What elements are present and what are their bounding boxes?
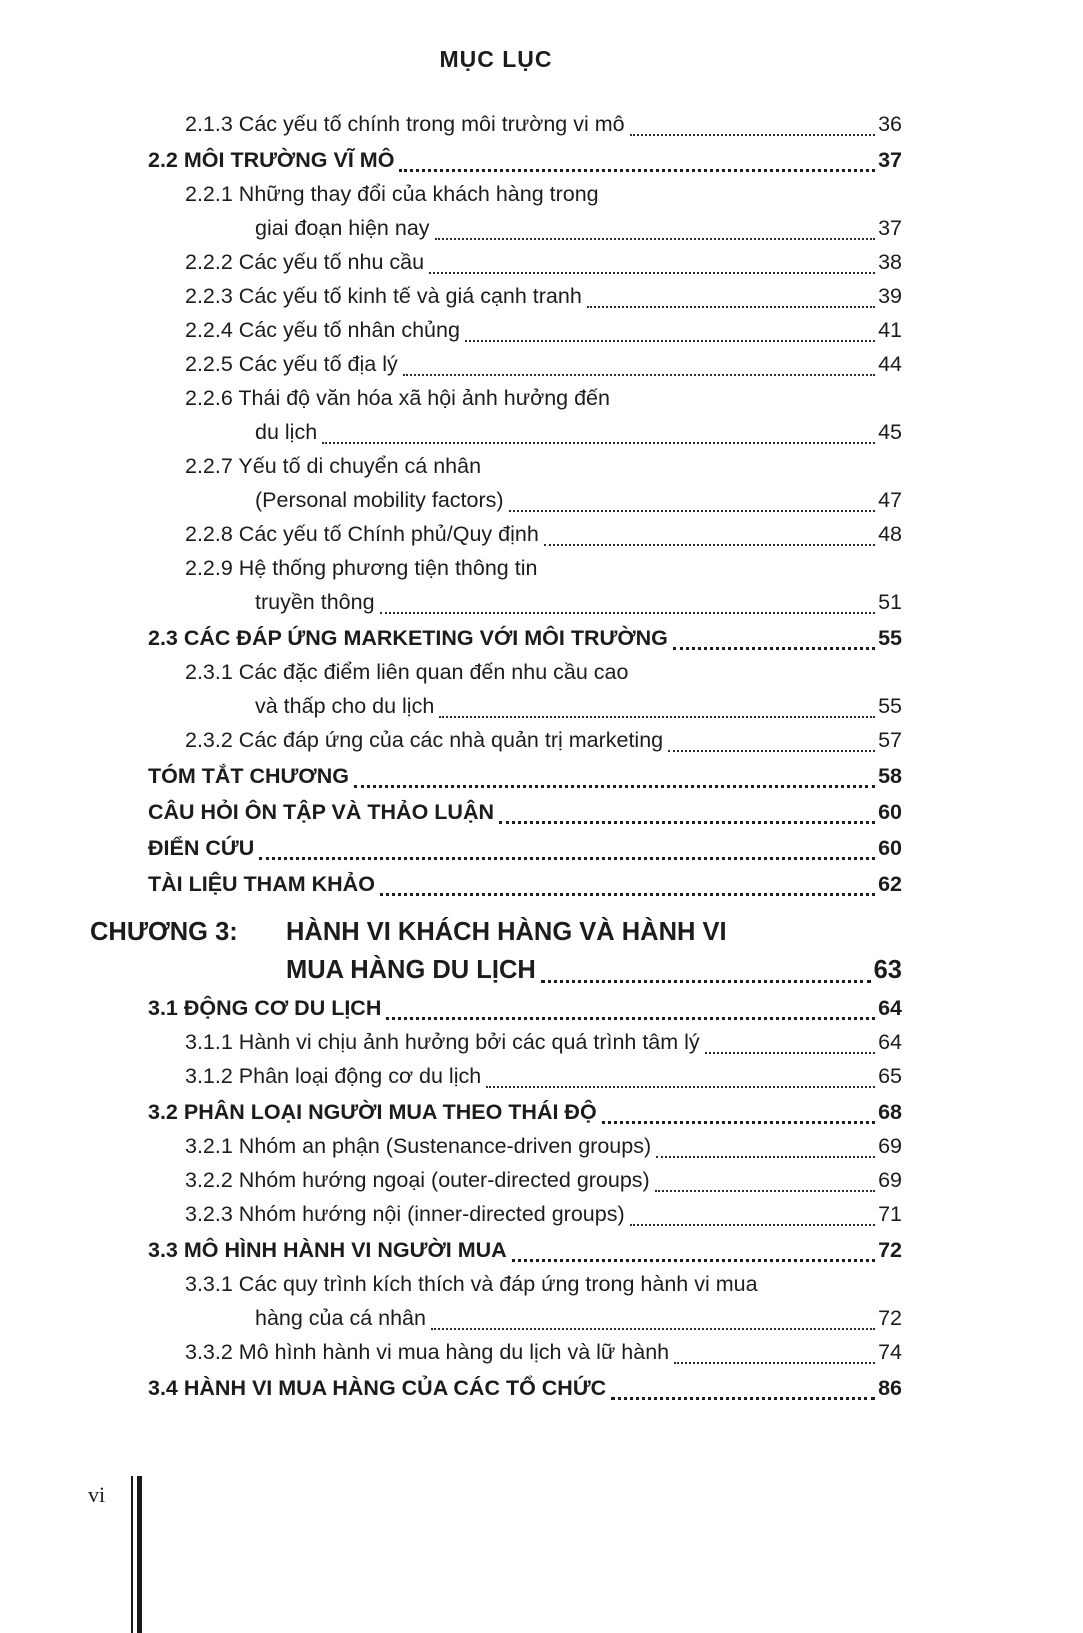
toc-row xyxy=(90,483,902,517)
toc-row xyxy=(90,759,902,793)
toc-row xyxy=(90,177,902,211)
dotted-leader xyxy=(403,347,875,376)
toc-page-number: 86 xyxy=(878,1376,902,1400)
toc-page-number: 72 xyxy=(878,1238,902,1262)
toc-entry-text: 2.2.9 Hệ thống phương tiện thông tin xyxy=(185,556,538,580)
toc-entry-text: 2.2.3 Các yếu tố kinh tế và giá cạnh tranh xyxy=(185,284,582,308)
chapter-label: CHƯƠNG 3: xyxy=(90,918,238,946)
toc-entry-text: 3.3.2 Mô hình hành vi mua hàng du lịch và lữ hành xyxy=(185,1340,670,1364)
dotted-leader xyxy=(655,1163,875,1192)
toc-page-number: 64 xyxy=(878,996,902,1020)
toc-entry-text: 3.1.2 Phân loại động cơ du lịch xyxy=(185,1064,482,1088)
toc-row xyxy=(90,143,902,177)
toc-entry-text: 3.2 PHÂN LOẠI NGƯỜI MUA THEO THÁI ĐỘ xyxy=(148,1100,597,1124)
toc-entry-text: TÓM TẮT CHƯƠNG xyxy=(148,764,349,788)
toc-page-number: 39 xyxy=(878,284,902,308)
toc-entry-text: 2.2 MÔI TRƯỜNG VĨ MÔ xyxy=(148,148,395,172)
toc-row xyxy=(90,585,902,619)
toc-entry-text: du lịch xyxy=(255,420,318,444)
toc-entry-text: 2.3.1 Các đặc điểm liên quan đến nhu cầu cao xyxy=(185,660,629,684)
footer-rule-thin xyxy=(131,1476,133,1633)
footer-rule-thick xyxy=(137,1476,142,1633)
toc-row xyxy=(90,517,902,551)
dotted-leader xyxy=(544,517,875,546)
toc-page-number: 45 xyxy=(878,420,902,444)
toc-page-number: 37 xyxy=(878,216,902,240)
toc-row xyxy=(90,1095,902,1129)
toc-page-number: 51 xyxy=(878,590,902,614)
toc-entry-text: HÀNH VI KHÁCH HÀNG VÀ HÀNH VI xyxy=(286,918,727,946)
dotted-leader xyxy=(541,951,871,983)
dotted-leader xyxy=(509,483,876,512)
dotted-leader xyxy=(673,621,875,650)
dotted-leader xyxy=(512,1233,875,1262)
toc-row xyxy=(90,951,902,989)
toc-entry-text: 3.3.1 Các quy trình kích thích và đáp ứng trong hành vi mua xyxy=(185,1272,758,1296)
toc-entry-text: 3.3 MÔ HÌNH HÀNH VI NGƯỜI MUA xyxy=(148,1238,507,1262)
toc-page-number: 36 xyxy=(878,112,902,136)
dotted-leader xyxy=(435,211,876,240)
toc-row xyxy=(90,621,902,655)
toc-page-number: 44 xyxy=(878,352,902,376)
toc-row xyxy=(90,211,902,245)
toc-entry-text: 3.2.1 Nhóm an phận (Sustenance-driven groups) xyxy=(185,1134,652,1158)
toc-entry-text: 2.2.2 Các yếu tố nhu cầu xyxy=(185,250,425,274)
toc-row xyxy=(90,795,902,829)
toc-entry-text: 3.2.2 Nhóm hướng ngoại (outer-directed groups) xyxy=(185,1168,650,1192)
toc-entry-text: hàng của cá nhân xyxy=(255,1306,426,1330)
toc-row xyxy=(90,689,902,723)
toc-entry-text: 2.2.6 Thái độ văn hóa xã hội ảnh hưởng đến xyxy=(185,386,610,410)
toc-row xyxy=(90,1025,902,1059)
toc-page-number: 65 xyxy=(878,1064,902,1088)
toc-page-number: 47 xyxy=(878,488,902,512)
toc-row xyxy=(90,1197,902,1231)
toc-entry-text: 2.1.3 Các yếu tố chính trong môi trường vi mô xyxy=(185,112,625,136)
toc-row xyxy=(90,245,902,279)
dotted-leader xyxy=(431,1301,875,1330)
dotted-leader xyxy=(399,143,875,172)
toc-page-number: 69 xyxy=(878,1134,902,1158)
toc-row xyxy=(90,415,902,449)
toc-entry-text: giai đoạn hiện nay xyxy=(255,216,430,240)
dotted-leader xyxy=(465,313,875,342)
toc-page-number: 63 xyxy=(873,956,902,984)
toc-row xyxy=(90,381,902,415)
toc-page-number: 60 xyxy=(878,800,902,824)
toc-entry-text: 3.4 HÀNH VI MUA HÀNG CỦA CÁC TỔ CHỨC xyxy=(148,1376,607,1400)
toc-row xyxy=(90,1163,902,1197)
toc-page-number: 74 xyxy=(878,1340,902,1364)
toc-row xyxy=(90,1371,902,1405)
toc-row xyxy=(90,1335,902,1369)
toc-page-number: 37 xyxy=(878,148,902,172)
toc-entry-text: 3.2.3 Nhóm hướng nội (inner-directed groups) xyxy=(185,1202,625,1226)
toc-entry-text: 2.2.8 Các yếu tố Chính phủ/Quy định xyxy=(185,522,539,546)
toc-entry-text: 3.1 ĐỘNG CƠ DU LỊCH xyxy=(148,996,382,1020)
toc-entry-text: 2.2.5 Các yếu tố địa lý xyxy=(185,352,398,376)
dotted-leader xyxy=(380,867,875,896)
toc-page-number: 72 xyxy=(878,1306,902,1330)
toc-page-number: 68 xyxy=(878,1100,902,1124)
dotted-leader xyxy=(602,1095,875,1124)
toc-row xyxy=(90,867,902,901)
dotted-leader xyxy=(486,1059,875,1088)
toc-entry-text: CÂU HỎI ÔN TẬP VÀ THẢO LUẬN xyxy=(148,800,494,824)
toc-entry-text: 2.3 CÁC ĐÁP ỨNG MARKETING VỚI MÔI TRƯỜNG xyxy=(148,626,668,650)
dotted-leader xyxy=(674,1335,875,1364)
toc-entry-text: MUA HÀNG DU LỊCH xyxy=(286,956,536,984)
toc-entry-text: 2.2.4 Các yếu tố nhân chủng xyxy=(185,318,460,342)
toc-row xyxy=(90,1129,902,1163)
toc-row xyxy=(90,551,902,585)
dotted-leader xyxy=(499,795,875,824)
page-title: MỤC LỤC xyxy=(439,46,553,72)
page-content xyxy=(90,46,902,1405)
toc-page-number: 64 xyxy=(878,1030,902,1054)
toc-entry-text: 2.2.1 Những thay đổi của khách hàng trong xyxy=(185,182,599,206)
dotted-leader xyxy=(611,1371,875,1400)
toc-entry-text: truyền thông xyxy=(255,590,375,614)
toc-page-number: 38 xyxy=(878,250,902,274)
toc-page-number: 48 xyxy=(878,522,902,546)
toc-page-number: 55 xyxy=(878,694,902,718)
toc-page-number: 55 xyxy=(878,626,902,650)
toc-row xyxy=(90,449,902,483)
toc-row xyxy=(90,107,902,141)
toc-entry-text: ĐIỂN CỨU xyxy=(148,836,255,860)
dotted-leader xyxy=(386,991,875,1020)
toc-row xyxy=(90,1301,902,1335)
dotted-leader xyxy=(380,585,876,614)
footer-double-rule-icon xyxy=(131,1476,142,1633)
dotted-leader xyxy=(354,759,875,788)
toc-row xyxy=(90,1233,902,1267)
dotted-leader xyxy=(656,1129,875,1158)
toc-entry-text: 2.3.2 Các đáp ứng của các nhà quản trị marketing xyxy=(185,728,664,752)
toc-page-number: 41 xyxy=(878,318,902,342)
dotted-leader xyxy=(587,279,875,308)
dotted-leader xyxy=(322,415,875,444)
dotted-leader xyxy=(439,689,875,718)
toc-row xyxy=(90,279,902,313)
toc-page-number: 58 xyxy=(878,764,902,788)
toc-entry-text: (Personal mobility factors) xyxy=(255,488,504,512)
toc-row xyxy=(90,655,902,689)
dotted-leader xyxy=(259,831,875,860)
toc-page-number: 69 xyxy=(878,1168,902,1192)
footer-page-number: vi xyxy=(88,1482,106,1507)
toc-row xyxy=(90,913,902,951)
dotted-leader xyxy=(630,107,875,136)
toc-entry-text: 2.2.7 Yếu tố di chuyển cá nhân xyxy=(185,454,482,478)
toc-entry-text: và thấp cho du lịch xyxy=(255,694,435,718)
toc-row xyxy=(90,313,902,347)
dotted-leader xyxy=(429,245,875,274)
toc-page-number: 57 xyxy=(878,728,902,752)
toc-row xyxy=(90,991,902,1025)
dotted-leader xyxy=(705,1025,875,1054)
toc-page-number: 60 xyxy=(878,836,902,860)
toc-row xyxy=(90,723,902,757)
toc-row xyxy=(90,1267,902,1301)
dotted-leader xyxy=(668,723,875,752)
toc-row xyxy=(90,1059,902,1093)
toc-entry-text: 3.1.1 Hành vi chịu ảnh hưởng bởi các quá trình tâm lý xyxy=(185,1030,700,1054)
toc-entry-text: TÀI LIỆU THAM KHẢO xyxy=(148,872,375,896)
dotted-leader xyxy=(630,1197,875,1226)
toc-list xyxy=(90,107,902,1405)
toc-row xyxy=(90,347,902,381)
toc-page-number: 71 xyxy=(878,1202,902,1226)
toc-row xyxy=(90,831,902,865)
toc-page-number: 62 xyxy=(878,872,902,896)
